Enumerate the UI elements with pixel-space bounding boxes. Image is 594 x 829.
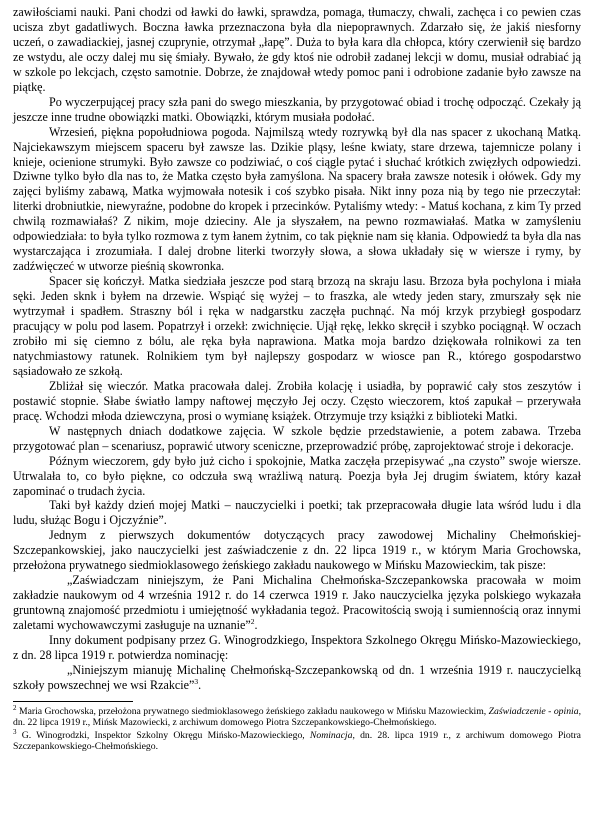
footnote-title: Nominacja	[309, 730, 353, 742]
body-text	[13, 5, 581, 693]
quotation-text: „Niniejszym mianuję Michalinę Chełmońską-Szczepankowską od dn. 1 września 1919 r. nauczycielką szkoły powszechnej we wsi Rzakcie”	[13, 662, 581, 692]
paragraph: Inny dokument podpisany przez G. Winogrodzkiego, Inspektora Szkolnego Okręgu Mińsko-Mazowieckiego, z dn. 28 lipca 1919 r. potwierdza nominację:	[13, 633, 581, 662]
footnote-title: Zaświadczenie - opinia	[488, 705, 579, 717]
footnote-text: Maria Grochowska, przełożona prywatnego siedmioklasowego żeńskiego zakładu naukowego w Mińsku Mazowieckim,	[18, 705, 489, 717]
footnote-text: , dn. 28. lipca 1919 r., z archiwum domowego Piotra Szczepankowskiego-Chełmońskiego.	[13, 730, 581, 753]
paragraph: Jednym z pierwszych dokumentów dotyczących pracy zawodowej Michaliny Chełmońskiej-Szczepankowskiej, jako nauczycielki jest zaświadczenie z dn. 22 lipca 1919 r., w którym Maria Grochowska, przełożona prywatnego siedmioklasowego żeńskiego zakładu naukowego w Mińsku Mazowieckim, tak pisze:	[13, 528, 581, 573]
footnote-number: 3	[13, 728, 17, 737]
footnotes	[13, 703, 581, 753]
paragraph: Wrzesień, piękna popołudniowa pogoda. Najmilszą wtedy rozrywką był dla nas spacer z ukochaną Matką. Najciekawszym miejscem spaceru był zawsze las. Dzikie pląsy, leśne kwiaty, stare drzewa, tajemnicze polany i knieje, ocienione strumyki. Było zawsze co podziwiać, o coś ciągle pytać i słuchać krótkich zwięzłych odpowiedzi. Dziwne tylko było dla nas to, że Matka często była zamyślona. Na spacery brała zawsze notesik i ołówek. Gdy my zajęci byliśmy zabawą, Matka wyjmowała notesik i coś szybko pisała. Nikt inny poza nią by tego nie przeczytał: literki drobniutkie, niewyraźne, podobne do kropek i przecinków. Pytaliśmy wtedy: - Matuś kochana, z kim Ty przed chwilą rozmawiałaś? Z nikim, moje dzieciny. Ale ja słyszałem, na pewno rozmawiałaś. Matka w zamyśleniu odpowiedziała: to była tylko rozmowa z tym łanem żytnim, co tak pięknie nam się kłania. Odpowiedź ta była dla nas wystarczająca i zrozumiała. I dalej drobne literki tworzyły słowa, a słowa układały się w wiersze i rymy, by zadźwięczeć w utworze pieśnią skowronka.	[13, 124, 581, 274]
footnote	[13, 730, 581, 752]
quotation-tail: .	[198, 677, 202, 692]
footnote	[13, 703, 581, 729]
footnote-text: G. Winogrodzki, Inspektor Szkolny Okręgu Mińsko-Mazowieckiego,	[21, 730, 310, 742]
paragraph: zawiłościami nauki. Pani chodzi od ławki do ławki, sprawdza, pomaga, tłumaczy, chwali, zachęca i co pewien czas ucisza zbyt gadatliwych. Boczna ławka przeznaczona była dla niepoprawnych. Zdarzało się, że jakiś niesforny uczeń, o zawadiackiej, jasnej czuprynie, otrzymał „łapę”. Duża to była kara dla chłopca, który czerwienił się bardzo ze wstydu, ale oczy dalej mu się śmiały. Bywało, że gdy ktoś nie odrobił zadanej lekcji w domu, musiał odrabiać ją w szkole po lekcjach, często samotnie. Dobrze, że znajdował wtedy pomoc pani i odrobione zadanie było zawsze na piątkę.	[13, 5, 581, 94]
quotation	[13, 663, 581, 693]
quotation-text: „Zaświadczam niniejszym, że Pani Michalina Chełmońska-Szczepankowska pracowała w moim zakładzie naukowym od 4 września 1912 r. do 14 czerwca 1919 r. Jako nauczycielka języka polskiego wykazała gruntowną znajomość przedmiotu i umiejętność wykładania tegoż. Pracowitością swoją i sumiennością oraz innymi zaletami wychowawczymi zasługuje na uznanie”	[13, 573, 581, 633]
footnote-number: 2	[13, 703, 17, 712]
footnote-ref: 3	[194, 676, 199, 686]
footnote-text: , dn. 22 lipca 1919 r., Mińsk Mazowiecki, z archiwum domowego Piotra Szczepankowskiego-Chełmońskiego.	[13, 705, 581, 729]
footnote-ref: 2	[250, 617, 255, 627]
paragraph: W następnych dniach dodatkowe zajęcia. W szkole będzie przedstawienie, a potem zabawa. Trzeba przygotować plan – scenariusz, poprawić utwory sceniczne, przeprowadzić próbę, zaprojektować stroje i dekoracje.	[13, 423, 581, 453]
quotation-tail: .	[254, 618, 258, 633]
quotation	[13, 573, 581, 633]
paragraph: Po wyczerpującej pracy szła pani do swego mieszkania, by przygotować obiad i trochę odpocząć. Czekały ją jeszcze inne trudne obowiązki matki. Obowiązki, którym musiała podołać.	[13, 94, 581, 124]
footnote-separator	[13, 701, 133, 702]
paragraph: Taki był każdy dzień mojej Matki – nauczycielki i poetki; tak przepracowała długie lata wśród ludu i dla ludu, służąc Bogu i Ojczyźnie”.	[13, 498, 581, 528]
paragraph: Spacer się kończył. Matka siedziała jeszcze pod starą brzozą na skraju lasu. Brzoza była pochylona i miała sęki. Jeden sknk i byłem na drzewie. Wspiąć się wyżej – to fraszka, ale wtedy jeden stary, zmurszały sęk nie wytrzymał i spadłem. Straszny ból i ręka w nadgarstku zaczęła puchnąć. Na mój krzyk przybiegł gospodarz pracujący w polu pod lasem. Popatrzył i orzekł: zwichnięcie. Ujął rękę, lekko skręcił i szybko pociągnął. W oczach zrobiło mi się ciemno z bólu, ale ręka była naprawiona. Matka moja bardzo dziękowała rolnikowi za ten natychmiastowy ratunek. Rolnikiem tym był najlepszy gospodarz w wiosce pan R., którego gospodarstwo sąsiadowało ze szkołą.	[13, 274, 581, 378]
paragraph: Późnym wieczorem, gdy było już cicho i spokojnie, Matka zaczęła przepisywać „na czysto” swoje wiersze. Utrwalała to, co było piękne, co odczuła swą wrażliwą naturą. Poezja była Jej drugim światem, który kazał zapominać o trudach życia.	[13, 453, 581, 498]
paragraph: Zbliżał się wieczór. Matka pracowała dalej. Zrobiła kolację i usiadła, by poprawić cały stos zeszytów i postawić stopnie. Słabe światło lampy naftowej męczyło Jej oczy. Często wieczorem, ktoś zapukał – przerywała pracę. Wchodzi młoda dziewczyna, prosi o wymianę książek. Otrzymuje trzy książki z biblioteki Matki.	[13, 378, 581, 423]
